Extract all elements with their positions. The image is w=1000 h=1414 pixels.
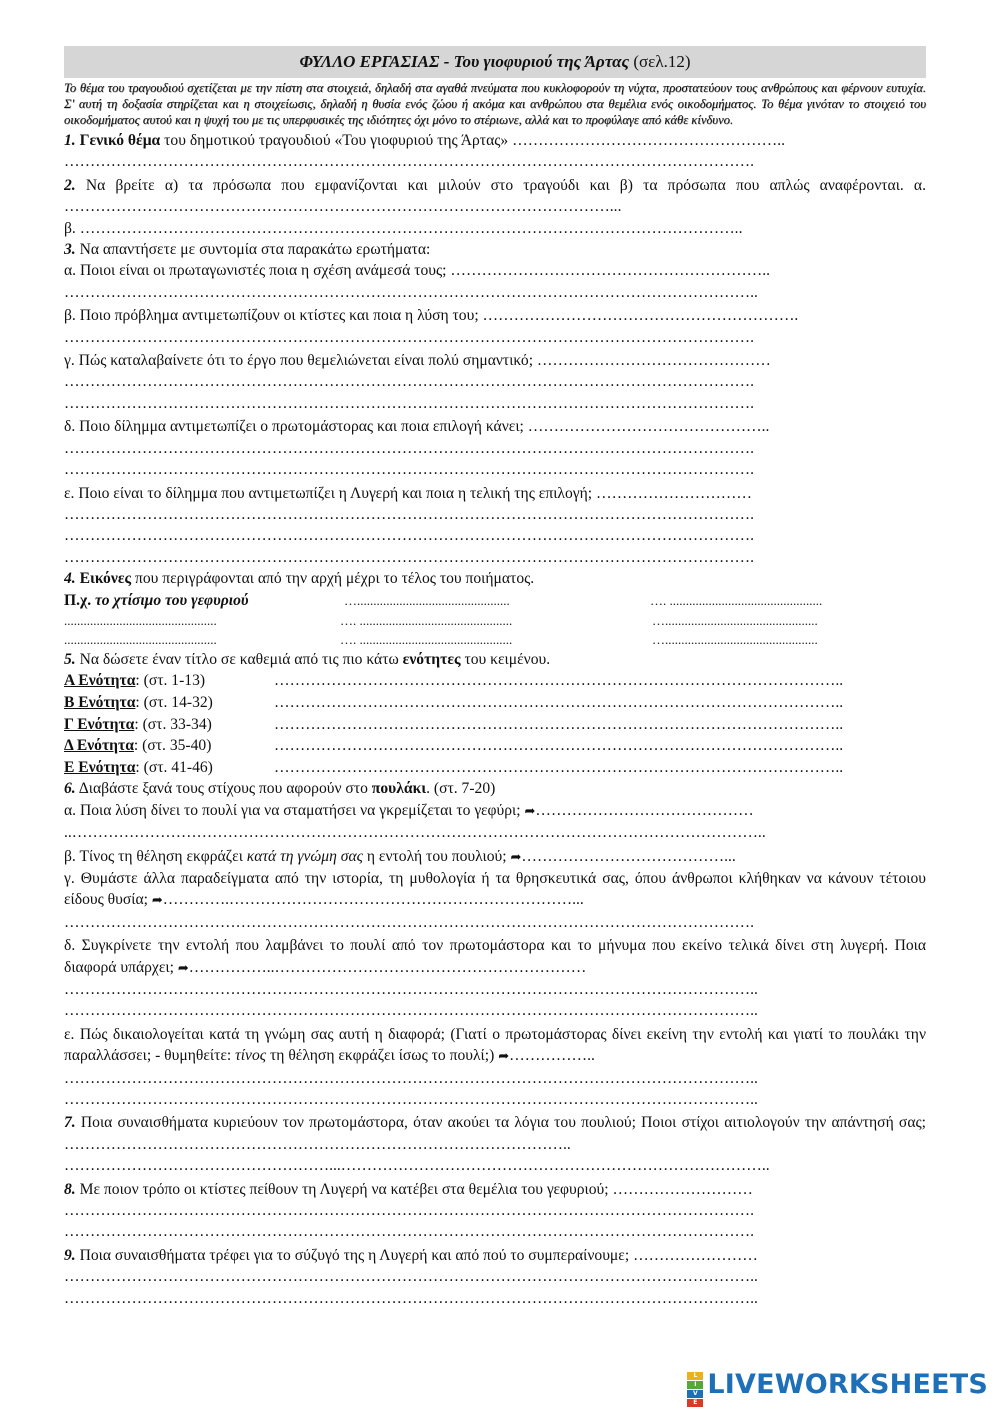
arrow-icon: ➦ bbox=[524, 803, 536, 819]
image-answer[interactable]: ............................................... bbox=[64, 631, 217, 647]
worksheet-title bbox=[64, 46, 926, 78]
question-text: α. Ποια λύση δίνει το πουλί για να σταματήσει να γκρεμίζεται το γεφύρι; bbox=[64, 801, 525, 819]
question-text: η εντολή του πουλιού; bbox=[362, 847, 511, 865]
question-emphasis: τίνος bbox=[235, 1047, 267, 1065]
page-reference: (σελ.12) bbox=[633, 52, 691, 71]
image-answer[interactable]: …............................................... bbox=[652, 631, 818, 647]
unit-row-d bbox=[64, 735, 926, 757]
answer-line[interactable]: ..…………………………………………………………………………………………………………………….. bbox=[64, 824, 766, 842]
unit-row-e bbox=[64, 757, 926, 779]
question-number: 8. bbox=[64, 1180, 76, 1198]
question-4 bbox=[64, 568, 926, 589]
question-7 bbox=[64, 1112, 926, 1155]
unit-range: : (στ. 41-46) bbox=[135, 758, 213, 776]
answer-line[interactable]: ……………………………………………………………………………………………………………………. bbox=[64, 527, 755, 545]
question-3a[interactable]: α. Ποιοι είναι οι πρωταγωνιστές ποια η σχέση ανάμεσά τους; …………………………………………………….. bbox=[64, 262, 771, 280]
question-3c[interactable]: γ. Πώς καταλαβαίνετε ότι το έργο που θεμελιώνεται είναι πολύ σημαντικό; ……………………………………… bbox=[64, 352, 771, 370]
question-number: 9. bbox=[64, 1246, 76, 1264]
question-number: 6. bbox=[64, 780, 76, 798]
question-text: γ. Θυμάστε άλλα παραδείγματα από την ιστορία, τη μυθολογία ή τα θρησκευτικά σας, όπου άνθρωποι κλήθηκαν να κάνουν τέτοιου είδους θυσία; bbox=[64, 869, 926, 909]
question-6 bbox=[64, 778, 926, 799]
unit-label: Β Ενότητα bbox=[64, 693, 136, 711]
question-text[interactable]: Ποια συναισθήματα τρέφει για το σύζυγό της η Λυγερή και από πού το συμπεραίνουμε; …………………… bbox=[75, 1246, 758, 1264]
question-number: 7. bbox=[64, 1114, 76, 1132]
question-3e[interactable]: ε. Ποιο είναι το δίλημμα που αντιμετωπίζει η Λυγερή και ποια η τελική της επιλογή; ………………………… bbox=[64, 484, 752, 502]
arrow-icon: ➦ bbox=[151, 893, 163, 909]
answer-dots[interactable]: …………………………………… bbox=[535, 801, 754, 819]
question-8 bbox=[64, 1179, 926, 1200]
question-text: . (στ. 7-20) bbox=[426, 780, 496, 798]
answer-dots[interactable]: …………………………………... bbox=[521, 847, 736, 865]
question-text: ε. Πώς δικαιολογείται κατά τη γνώμη σας αυτή η διαφορά; (Γιατί ο πρωτομάστορας δίνει εκείνη την εντολή και γιατί το πουλάκι την παραλλάσσει; - θυμηθείτε: bbox=[64, 1025, 926, 1065]
question-keyword: πουλάκι bbox=[371, 780, 427, 798]
question-text: Να δώσετε έναν τίτλο σε καθεμιά από τις πιο κάτω bbox=[75, 650, 403, 668]
logo-letter: E bbox=[687, 1399, 703, 1407]
answer-line-b[interactable]: β. ……………………………………………………………………………………………………………….. bbox=[64, 219, 743, 237]
arrow-icon: ➦ bbox=[177, 960, 189, 976]
unit-row-c bbox=[64, 714, 926, 736]
answer-line[interactable]: ……………………………………………………………………………………………………………………. bbox=[64, 153, 755, 171]
image-answer[interactable]: ............................................... bbox=[64, 612, 217, 628]
question-6c bbox=[64, 868, 926, 912]
question-9 bbox=[64, 1245, 926, 1266]
image-answer[interactable]: …. ............................................... bbox=[340, 631, 513, 647]
answer-line[interactable]: ……………………………………………………………………………………………………………………. bbox=[64, 373, 755, 391]
logo-letter: V bbox=[687, 1390, 703, 1398]
unit-range: : (στ. 35-40) bbox=[133, 737, 212, 755]
question-keyword: Εικόνες bbox=[79, 570, 132, 588]
answer-line[interactable]: ……………………………………………………………………………………………………………………. bbox=[64, 913, 755, 931]
question-3 bbox=[64, 239, 926, 260]
question-6d bbox=[64, 935, 926, 979]
answer-line[interactable]: ……………………………………………………………………………………………………………………. bbox=[64, 328, 755, 346]
answer-line[interactable]: ……………………………………………………………………………………………………………………. bbox=[64, 439, 755, 457]
arrow-icon: ➦ bbox=[498, 1049, 510, 1065]
answer-line[interactable]: …………………………………………………………………………………………………………………….. bbox=[64, 1069, 758, 1087]
worksheet-page bbox=[64, 46, 926, 1309]
logo-text: LIVEWORKSHEETS bbox=[707, 1369, 988, 1400]
answer-line[interactable]: …………………………………………………………………………………………………………………….. bbox=[64, 1289, 758, 1307]
answer-line[interactable]: ……………………………………………………………………………………………………………………. bbox=[64, 394, 755, 412]
question-text: του κειμένου. bbox=[460, 650, 551, 668]
answer-line[interactable]: ……………………………………………………………………………………………………………………. bbox=[64, 461, 755, 479]
example-label: Π.χ. bbox=[64, 591, 92, 609]
unit-range: : (στ. 14-32) bbox=[135, 693, 213, 711]
logo-letter: L bbox=[687, 1372, 703, 1380]
question-number: 5. bbox=[64, 650, 76, 668]
intro-paragraph: Το θέμα του τραγουδιού σχετίζεται με την πίστη στα στοιχειά, δηλαδή στα αγαθά πνεύματα που κυκλοφορούν τη νύχτα, προστατεύουν τους ανθρώπους και φέρνουν ευτυχία. Σ' αυτή τη δοξασία στηρίζεται και η στοιχείωσις, δηλαδή η θυσία ενός ζώου ή ακόμα και ανθρώπου στα θεμέλια ενός οικοδομήματος. Το θέμα γινόταν το στοιχειό του οικοδομήματος αυτού και η ψυχή του με τις υπερφυσικές της ιδιότητες όχι μόνο το στέριωνε, αλλά και το προφύλαγε από κάθε κίνδυνο. bbox=[64, 81, 926, 127]
liveworksheets-logo bbox=[687, 1369, 988, 1406]
question-text: που περιγράφονται από την αρχή μέχρι το τέλος του ποιήματος. bbox=[131, 570, 535, 588]
question-text: Διαβάστε ξανά τους στίχους που αφορούν στο bbox=[75, 780, 372, 798]
question-text[interactable]: Με ποιον τρόπο οι κτίστες πείθουν τη Λυγερή να κατέβει στα θεμέλια του γεφυριού; ……………………… bbox=[75, 1180, 753, 1198]
logo-mark-icon bbox=[687, 1371, 703, 1406]
answer-dots[interactable]: ………….…………………………………………………………... bbox=[162, 891, 584, 909]
answer-line[interactable]: ……………………………………………………………………………………………………………………. bbox=[64, 1202, 755, 1220]
question-text[interactable]: Να βρείτε α) τα πρόσωπα που εμφανίζονται και μιλούν στο τραγούδι και β) τα πρόσωπα που απλώς αναφέρονται. α. ……………………………………………………………………………………………... bbox=[64, 176, 926, 216]
image-answers-row bbox=[64, 630, 926, 649]
unit-title-answer[interactable]: ……………………………………………………………………………………………….. bbox=[274, 672, 844, 690]
question-text: του δημοτικού τραγουδιού «Του γιοφυριού της Άρτας» …………………………………………….. bbox=[160, 132, 786, 149]
question-number: 1. bbox=[64, 132, 76, 149]
image-answer[interactable]: …............................................... bbox=[344, 592, 510, 608]
answer-dots[interactable]: …………….. bbox=[509, 1047, 595, 1065]
logo-letter: I bbox=[687, 1381, 703, 1389]
question-keyword: ενότητες bbox=[402, 650, 461, 668]
question-6a bbox=[64, 800, 926, 822]
question-6b bbox=[64, 846, 926, 868]
answer-line[interactable]: …………………………………………………………………………………………………………………….. bbox=[64, 1268, 758, 1286]
question-3d[interactable]: δ. Ποιο δίλημμα αντιμετωπίζει ο πρωτομάστορας και ποια επιλογή κάνει; ……………………………………….. bbox=[64, 418, 770, 436]
title-text: ΦΥΛΛΟ ΕΡΓΑΣΙΑΣ - Του γιοφυριού της Άρτας bbox=[299, 52, 630, 71]
image-answer[interactable]: …. ............................................... bbox=[340, 612, 513, 628]
unit-title-answer[interactable]: ……………………………………………………………………………………………….. bbox=[274, 758, 844, 776]
unit-range: : (στ. 33-34) bbox=[134, 715, 212, 733]
question-text[interactable]: Ποια συναισθήματα κυριεύουν τον πρωτομάστορα, όταν ακούει τα λόγια του πουλιού; Ποιοι στίχοι αιτιολογούν την απάντησή σας; …………………………………………………………………………………….. bbox=[64, 1114, 926, 1153]
image-answer[interactable]: …............................................... bbox=[652, 612, 818, 628]
question-text: β. Τίνος τη θέληση εκφράζει bbox=[64, 847, 247, 865]
example-text: το χτίσιμο του γεφυριού bbox=[91, 591, 249, 609]
answer-line[interactable]: ……………………………………………………………………………………………………………………. bbox=[64, 505, 755, 523]
question-2 bbox=[64, 175, 926, 218]
unit-title-answer[interactable]: ……………………………………………………………………………………………….. bbox=[274, 715, 844, 733]
answer-line[interactable]: …………………………………………………………………………………………………………………….. bbox=[64, 283, 758, 301]
image-answer[interactable]: …. ............................................... bbox=[650, 592, 823, 608]
question-emphasis: κατά τη γνώμη σας bbox=[246, 847, 363, 865]
answer-line[interactable]: …………………………………………………………………………………………………………………….. bbox=[64, 1002, 758, 1020]
answer-line[interactable]: ……………………………………………………………………………………………………………………. bbox=[64, 1223, 755, 1241]
question-6e bbox=[64, 1024, 926, 1068]
unit-range: : (στ. 1-13) bbox=[135, 672, 206, 690]
question-number: 4. bbox=[64, 570, 76, 588]
unit-label: Ε Ενότητα bbox=[64, 758, 136, 776]
unit-row-a bbox=[64, 670, 926, 692]
example-cell bbox=[64, 590, 344, 611]
example-row bbox=[64, 590, 926, 611]
unit-label: Α Ενότητα bbox=[64, 672, 136, 690]
answer-line[interactable]: ……………………………………………………………………………………………………………………. bbox=[64, 548, 755, 566]
question-keyword: Γενικό θέμα bbox=[79, 132, 161, 149]
question-number: 3. bbox=[64, 241, 76, 259]
unit-label: Γ Ενότητα bbox=[64, 715, 135, 733]
question-text: δ. Συγκρίνετε την εντολή που λαμβάνει το πουλί από τον πρωτομάστορα και το μήνυμα που εκείνο τελικά δίνει στη λυγερή. Ποια διαφορά υπάρχει; bbox=[64, 937, 926, 976]
answer-line[interactable]: …………………………………………………………………………………………………………………….. bbox=[64, 1091, 758, 1108]
arrow-icon: ➦ bbox=[510, 849, 522, 865]
unit-title-answer[interactable]: ……………………………………………………………………………………………….. bbox=[274, 693, 844, 711]
unit-title-answer[interactable]: ……………………………………………………………………………………………….. bbox=[274, 737, 844, 755]
question-text: Να απαντήσετε με συντομία στα παρακάτω ερωτήματα: bbox=[75, 241, 431, 259]
question-1 bbox=[64, 130, 926, 151]
question-5 bbox=[64, 649, 926, 670]
question-3b[interactable]: β. Ποιο πρόβλημα αντιμετωπίζουν οι κτίστες και ποια η λύση του; ……………………………………………………. bbox=[64, 307, 799, 325]
question-number: 2. bbox=[64, 176, 76, 194]
unit-row-b bbox=[64, 692, 926, 714]
answer-dots[interactable]: ……………..…………………………………………………… bbox=[188, 958, 587, 976]
answer-line[interactable]: ……………………………………………...……………………………………………………………………….. bbox=[64, 1157, 770, 1175]
answer-line[interactable]: …………………………………………………………………………………………………………………….. bbox=[64, 980, 758, 998]
unit-label: Δ Ενότητα bbox=[64, 737, 134, 755]
question-text: τη θέληση εκφράζει ίσως το πουλί;) bbox=[266, 1047, 499, 1065]
image-answers-row bbox=[64, 611, 926, 630]
